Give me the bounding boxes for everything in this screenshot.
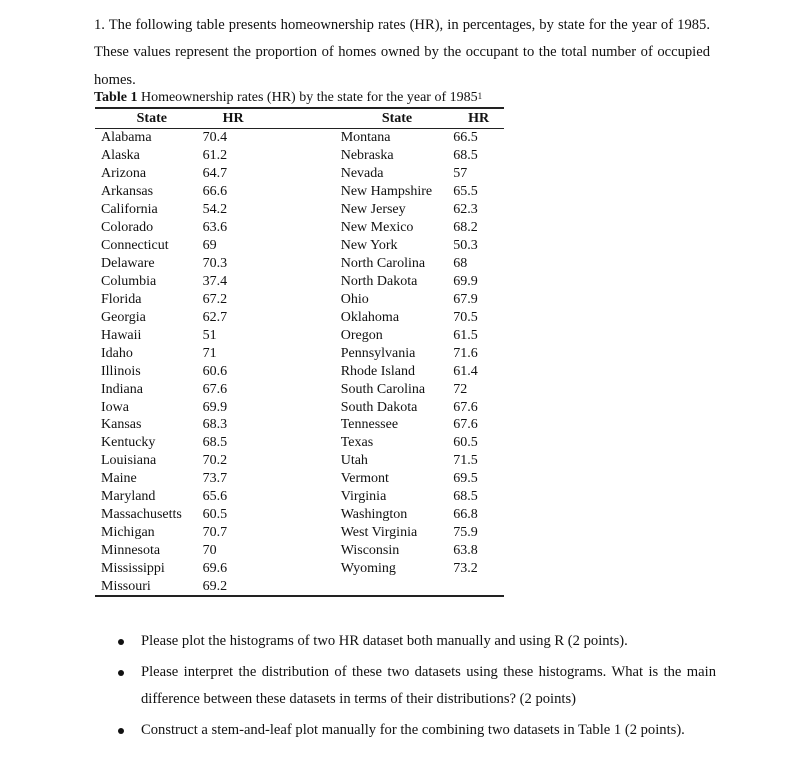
state-cell: South Carolina — [340, 381, 426, 397]
hr-cell: 70.3 — [202, 256, 228, 272]
state-cell: Vermont — [340, 471, 389, 487]
hr-cell: 70 — [202, 543, 217, 559]
state-cell: Pennsylvania — [340, 345, 416, 361]
table-row — [95, 129, 504, 147]
task-item — [104, 659, 716, 714]
hr-cell: 70.7 — [202, 525, 228, 541]
hr-cell: 66.5 — [453, 130, 478, 146]
table-row — [95, 452, 504, 470]
hr-cell: 37.4 — [202, 273, 228, 289]
state-cell: Missouri — [101, 578, 151, 594]
hr-cell: 69.5 — [453, 471, 478, 487]
hr-cell: 70.2 — [202, 453, 228, 469]
state-cell: Mississippi — [101, 560, 165, 576]
state-cell: Wisconsin — [340, 543, 400, 559]
state-cell: Indiana — [101, 381, 143, 397]
hr-cell: 70.4 — [202, 130, 228, 146]
state-cell: Connecticut — [101, 238, 169, 254]
hr-cell: 60.5 — [202, 507, 228, 523]
hr-cell: 68.5 — [453, 148, 478, 164]
question-intro: 1. The following table presents homeownership rates (HR), in percentages, by state for the year of 1985. These values represent the proportion of homes owned by the occupant to the total number of occupied homes. — [94, 16, 710, 88]
state-cell: Idaho — [101, 345, 133, 361]
hr-cell: 64.7 — [202, 166, 228, 182]
state-cell: Virginia — [340, 489, 387, 505]
state-cell: Hawaii — [101, 327, 142, 343]
hr-cell: 66.6 — [202, 184, 228, 200]
hr-cell: 68.5 — [202, 435, 228, 451]
table-body — [95, 129, 504, 597]
hr-cell: 51 — [202, 327, 217, 343]
hr-cell: 69.2 — [202, 578, 228, 594]
hr-cell — [453, 577, 504, 596]
task-item — [104, 628, 716, 656]
state-cell: Georgia — [101, 309, 146, 325]
table-row — [95, 290, 504, 308]
table-row — [95, 506, 504, 524]
hr-cell: 69 — [202, 238, 217, 254]
task-text: Please plot the histograms of two HR dataset both manually and using R (2 points). — [141, 633, 628, 649]
table-row — [95, 380, 504, 398]
hr-cell: 61.4 — [453, 363, 478, 379]
hr-cell: 69.6 — [202, 560, 228, 576]
state-cell: Florida — [101, 291, 142, 307]
state-cell: Louisiana — [101, 453, 157, 469]
state-cell: Utah — [340, 453, 368, 469]
table-row — [95, 577, 504, 596]
hr-cell: 67.2 — [202, 291, 228, 307]
state-cell: Michigan — [101, 525, 155, 541]
table-row — [95, 488, 504, 506]
hr-cell: 73.7 — [202, 471, 228, 487]
state-cell: Arkansas — [101, 184, 154, 200]
state-cell: Alabama — [101, 130, 152, 146]
hr-cell: 50.3 — [453, 238, 478, 254]
table-row — [95, 560, 504, 578]
state-cell: Columbia — [101, 273, 157, 289]
state-cell: Wyoming — [340, 560, 396, 576]
table-row — [95, 273, 504, 291]
state-cell: Montana — [340, 130, 391, 146]
hr-cell: 65.5 — [453, 184, 478, 200]
state-cell: Kansas — [101, 417, 142, 433]
table-row — [95, 434, 504, 452]
hr-cell: 61.5 — [453, 327, 478, 343]
header-hr-2: HR — [468, 110, 490, 126]
table-caption — [94, 89, 482, 107]
hr-cell: 63.6 — [202, 220, 228, 236]
state-cell: Massachusetts — [101, 507, 182, 523]
state-cell: Maine — [101, 471, 137, 487]
state-cell — [335, 577, 454, 596]
table-row — [95, 308, 504, 326]
state-cell: Alaska — [101, 148, 140, 164]
bullet-icon — [118, 670, 124, 676]
task-text: Please interpret the distribution of these two datasets using these histograms. What is the main difference between these datasets in terms of their distributions? (2 points) — [141, 663, 716, 707]
state-cell: New Hampshire — [340, 184, 433, 200]
table-caption-label: Table 1 — [94, 90, 138, 105]
state-cell: Texas — [340, 435, 374, 451]
hr-cell: 73.2 — [453, 560, 478, 576]
table-row — [95, 362, 504, 380]
state-cell: Nebraska — [340, 148, 394, 164]
hr-cell: 66.8 — [453, 507, 478, 523]
hr-cell: 57 — [453, 166, 468, 182]
hr-cell: 69.9 — [453, 273, 478, 289]
task-item — [104, 717, 716, 745]
bullet-icon — [118, 639, 124, 645]
hr-cell: 68.3 — [202, 417, 228, 433]
hr-cell: 71.6 — [453, 345, 478, 361]
state-cell: Oregon — [340, 327, 383, 343]
state-cell: West Virginia — [340, 525, 418, 541]
task-list — [104, 628, 716, 747]
hr-cell: 71.5 — [453, 453, 478, 469]
table-row — [95, 470, 504, 488]
state-cell: Washington — [340, 507, 408, 523]
hr-cell: 60.5 — [453, 435, 478, 451]
state-cell: California — [101, 202, 158, 218]
table-row — [95, 542, 504, 560]
hr-cell: 68 — [453, 256, 468, 272]
table-row — [95, 524, 504, 542]
hr-cell: 61.2 — [202, 148, 228, 164]
hr-cell: 67.6 — [202, 381, 228, 397]
header-hr-1: HR — [222, 110, 244, 126]
header-state-1: State — [136, 110, 167, 126]
hr-cell: 71 — [202, 345, 217, 361]
hr-cell: 67.6 — [453, 417, 478, 433]
task-text: Construct a stem-and-leaf plot manually for the combining two datasets in Table 1 (2 points). — [141, 721, 685, 738]
hr-cell: 63.8 — [453, 543, 478, 559]
hr-cell: 70.5 — [453, 309, 478, 325]
state-cell: South Dakota — [340, 399, 418, 415]
state-cell: Colorado — [101, 220, 154, 236]
table-row — [95, 326, 504, 344]
state-cell: Iowa — [101, 399, 129, 415]
table-row — [95, 344, 504, 362]
table-row — [95, 219, 504, 237]
table-header-row — [95, 108, 504, 129]
hr-cell: 60.6 — [202, 363, 228, 379]
state-cell: Rhode Island — [340, 363, 415, 379]
state-cell: North Dakota — [340, 273, 418, 289]
table-caption-text: Homeownership rates (HR) by the state for the year of 1985 — [137, 90, 478, 105]
table-row — [95, 398, 504, 416]
hr-cell: 62.7 — [202, 309, 228, 325]
table-row — [95, 147, 504, 165]
hr-cell: 67.9 — [453, 291, 478, 307]
homeownership-table — [95, 107, 504, 597]
hr-cell: 62.3 — [453, 202, 478, 218]
state-cell: Tennessee — [340, 417, 399, 433]
hr-cell: 68.2 — [453, 220, 478, 236]
hr-cell: 67.6 — [453, 399, 478, 415]
table-row — [95, 237, 504, 255]
table-row — [95, 255, 504, 273]
bullet-icon — [118, 728, 124, 734]
state-cell: Delaware — [101, 256, 155, 272]
state-cell: Maryland — [101, 489, 156, 505]
hr-cell: 69.9 — [202, 399, 228, 415]
table-row — [95, 183, 504, 201]
state-cell: Kentucky — [101, 435, 156, 451]
hr-cell: 65.6 — [202, 489, 228, 505]
state-cell: Illinois — [101, 363, 141, 379]
hr-cell: 72 — [453, 381, 468, 397]
state-cell: New York — [340, 238, 398, 254]
hr-cell: 54.2 — [202, 202, 228, 218]
table-row — [95, 416, 504, 434]
state-cell: New Jersey — [340, 202, 406, 218]
state-cell: Minnesota — [101, 543, 161, 559]
state-cell: Ohio — [340, 291, 369, 307]
hr-cell: 75.9 — [453, 525, 478, 541]
state-cell: Nevada — [340, 166, 384, 182]
table-caption-footnote: 1 — [477, 91, 483, 101]
state-cell: Oklahoma — [340, 309, 400, 325]
state-cell: Arizona — [101, 166, 147, 182]
table-row — [95, 165, 504, 183]
hr-cell: 68.5 — [453, 489, 478, 505]
header-state-2: State — [381, 110, 413, 126]
state-cell: New Mexico — [340, 220, 414, 236]
table-row — [95, 201, 504, 219]
state-cell: North Carolina — [340, 256, 426, 272]
